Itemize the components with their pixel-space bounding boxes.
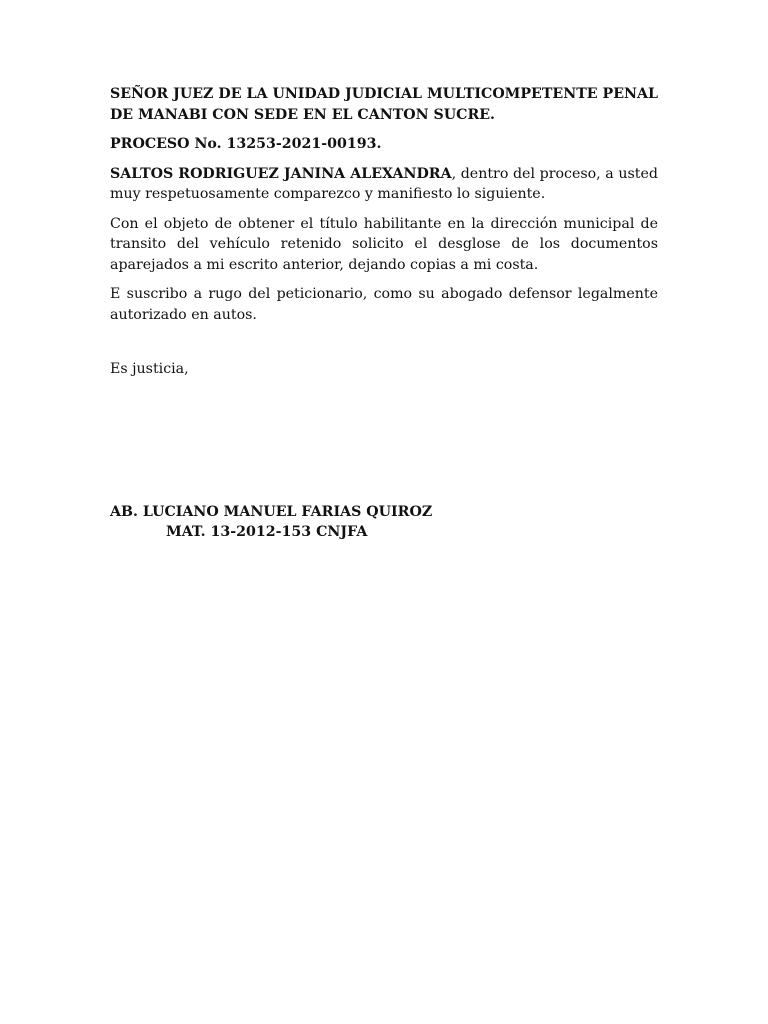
closing-line: Es justicia, <box>110 361 189 377</box>
appearance-text: , dentro del proceso, a usted muy respetuosamente comparezco y manifiesto lo siguiente. <box>110 165 658 202</box>
signature-registration: MAT. 13-2012-153 CNJFA <box>166 524 368 540</box>
document-page <box>110 84 658 543</box>
process-number: PROCESO No. 13253-2021-00193. <box>110 136 382 152</box>
request-paragraph: Con el objeto de obtener el título habilitante en la dirección municipal de transito del vehículo retenido solicito el desglose de los documentos aparejados a mi escrito anterior, dejando copias a mi costa. <box>110 215 658 273</box>
appearance-paragraph <box>110 164 658 205</box>
signature-block <box>110 502 658 543</box>
party-name: SALTOS RODRIGUEZ JANINA ALEXANDRA <box>110 165 452 182</box>
signature-name: AB. LUCIANO MANUEL FARIAS QUIROZ <box>110 503 433 520</box>
signing-note-paragraph: E suscribo a rugo del peticionario, como su abogado defensor legalmente autorizado en autos. <box>110 286 658 323</box>
addressee-heading: SEÑOR JUEZ DE LA UNIDAD JUDICIAL MULTICOMPETENTE PENAL DE MANABI CON SEDE EN EL CANTON SUCRE. <box>110 86 658 123</box>
